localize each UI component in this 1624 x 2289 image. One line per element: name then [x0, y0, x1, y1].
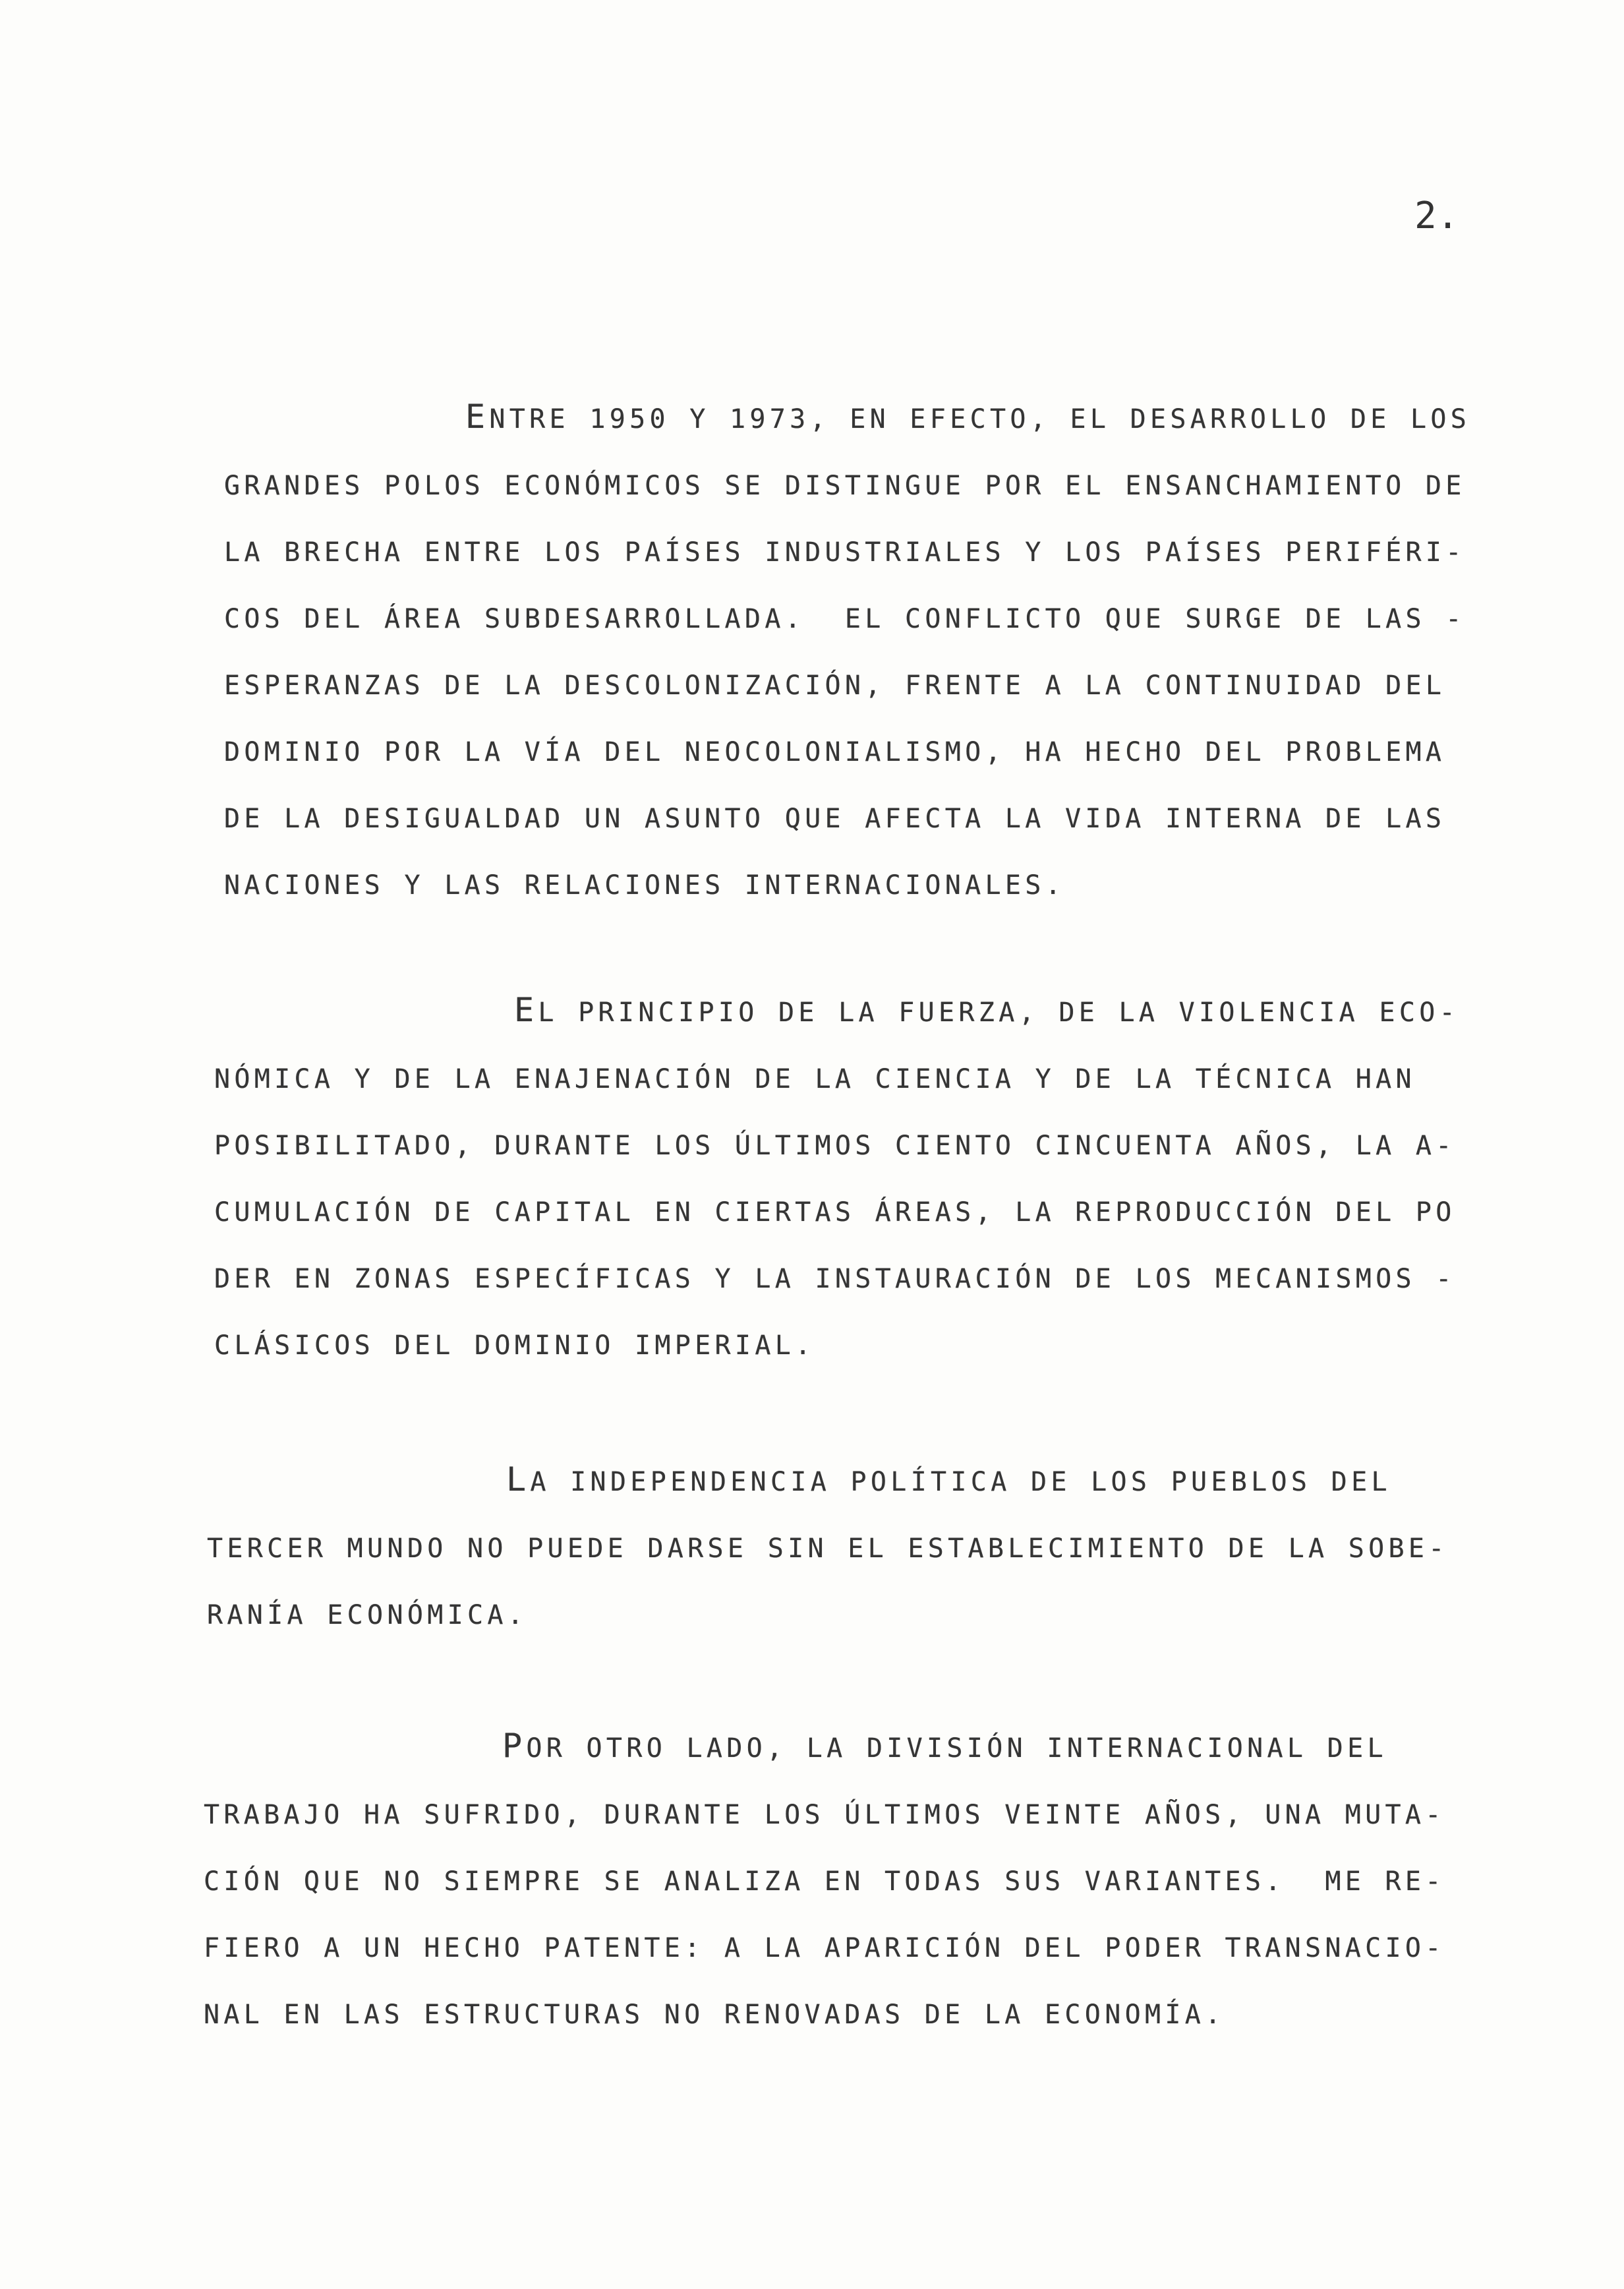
paragraph-4-line-3: CIÓN QUE NO SIEMPRE SE ANALIZA EN TODAS SUS VARIANTES. ME RE- — [204, 1866, 1445, 1897]
paragraph-4-line-2: TRABAJO HA SUFRIDO, DURANTE LOS ÚLTIMOS VEINTE AÑOS, UNA MUTA- — [204, 1800, 1445, 1830]
paragraph-2 — [214, 980, 1459, 1379]
paragraph-1-line-1: ENTRE 1950 Y 1973, EN EFECTO, EL DESARROLLO DE LOS — [465, 398, 1471, 436]
paragraph-2-line-2: NÓMICA Y DE LA ENAJENACIÓN DE LA CIENCIA Y DE LA TÉCNICA HAN — [214, 1064, 1416, 1094]
paragraph-2-line-3: POSIBILITADO, DURANTE LOS ÚLTIMOS CIENTO CINCUENTA AÑOS, LA A- — [214, 1131, 1456, 1161]
paragraph-4-line-1: POR OTRO LADO, LA DIVISIÓN INTERNACIONAL DEL — [502, 1727, 1387, 1765]
paragraph-1 — [224, 386, 1470, 919]
paragraph-1-line-6: DOMINIO POR LA VÍA DEL NEOCOLONIALISMO, HA HECHO DEL PROBLEMA — [224, 737, 1446, 767]
paragraph-4 — [204, 1715, 1445, 2048]
paragraph-2-line-5: DER EN ZONAS ESPECÍFICAS Y LA INSTAURACIÓN DE LOS MECANISMOS - — [214, 1264, 1456, 1294]
paragraph-2-line-4: CUMULACIÓN DE CAPITAL EN CIERTAS ÁREAS, LA REPRODUCCIÓN DEL PO — [214, 1197, 1456, 1228]
paragraph-3-line-2: TERCER MUNDO NO PUEDE DARSE SIN EL ESTABLECIMIENTO DE LA SOBE- — [207, 1533, 1449, 1564]
paragraph-1-line-3: LA BRECHA ENTRE LOS PAÍSES INDUSTRIALES Y LOS PAÍSES PERIFÉRI- — [224, 537, 1466, 568]
paragraph-1-line-2: GRANDES POLOS ECONÓMICOS SE DISTINGUE POR EL ENSANCHAMIENTO DE — [224, 471, 1466, 501]
paragraph-1-line-8: NACIONES Y LAS RELACIONES INTERNACIONALES. — [224, 870, 1066, 901]
paragraph-1-line-7: DE LA DESIGUALDAD UN ASUNTO QUE AFECTA LA VIDA INTERNA DE LAS — [224, 804, 1446, 834]
paragraph-3 — [207, 1449, 1449, 1649]
paragraph-4-line-4: FIERO A UN HECHO PATENTE: A LA APARICIÓN DEL PODER TRANSNACIO- — [204, 1933, 1445, 1963]
paragraph-1-line-4: COS DEL ÁREA SUBDESARROLLADA. EL CONFLICTO QUE SURGE DE LAS - — [224, 604, 1466, 634]
paragraph-3-line-1: LA INDEPENDENCIA POLÍTICA DE LOS PUEBLOS DEL — [506, 1460, 1391, 1499]
paragraph-4-line-5: NAL EN LAS ESTRUCTURAS NO RENOVADAS DE LA ECONOMÍA. — [204, 2000, 1225, 2030]
page-number: 2. — [1414, 194, 1459, 237]
paragraph-3-line-3: RANÍA ECONÓMICA. — [207, 1600, 528, 1630]
paragraph-2-line-6: CLÁSICOS DEL DOMINIO IMPERIAL. — [214, 1330, 815, 1361]
paragraph-1-line-5: ESPERANZAS DE LA DESCOLONIZACIÓN, FRENTE A LA CONTINUIDAD DEL — [224, 670, 1446, 701]
paragraph-2-line-1: EL PRINCIPIO DE LA FUERZA, DE LA VIOLENCIA ECO- — [514, 991, 1459, 1029]
